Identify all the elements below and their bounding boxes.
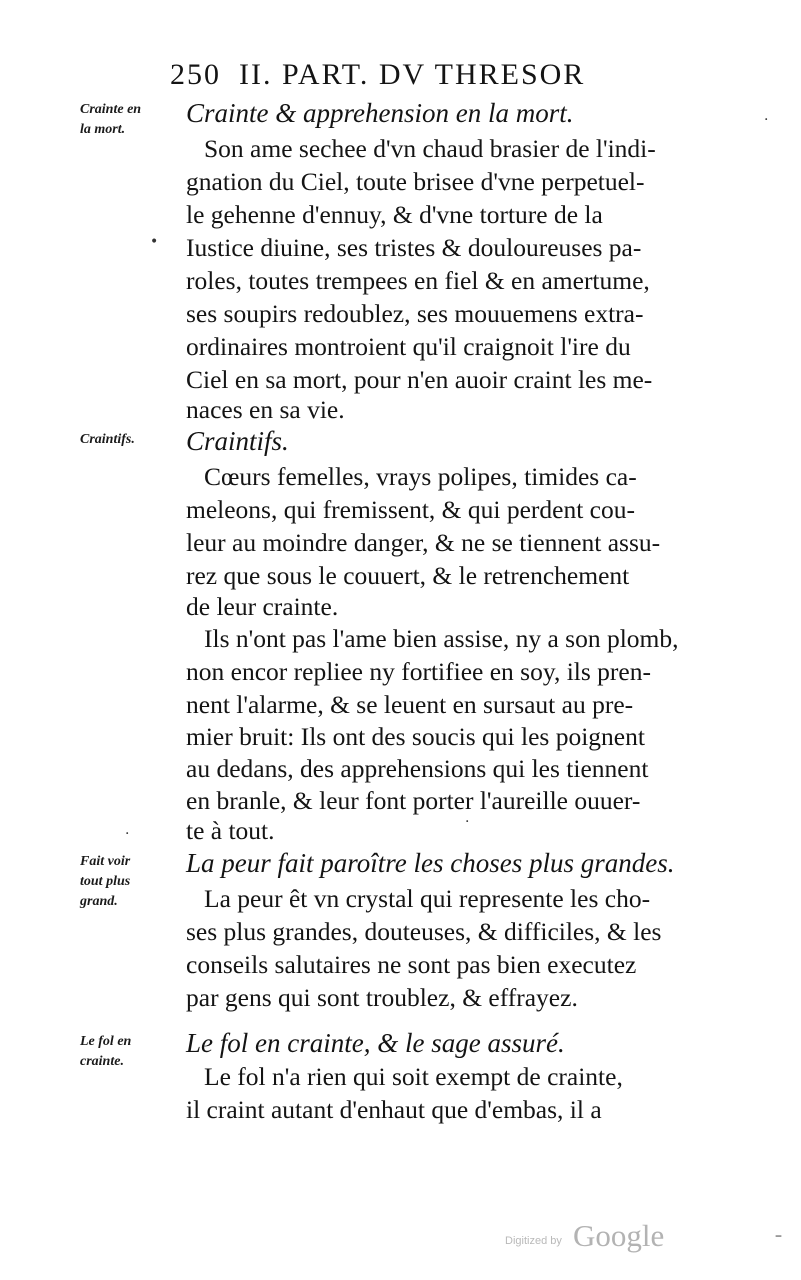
text-line: en branle, & leur font porter l'aureille ouuer-	[186, 786, 641, 815]
text-line: mier bruit: Ils ont des soucis qui les poignent	[186, 722, 645, 751]
text-line: Son ame sechee d'vn chaud brasier de l'indi-	[204, 134, 656, 163]
section-heading: La peur fait paroître les choses plus grandes.	[186, 848, 675, 878]
ink-speck: ·	[125, 826, 130, 842]
margin-note-le-fol	[80, 1032, 172, 1072]
text-line: meleons, qui fremissent, & qui perdent cou-	[186, 495, 635, 524]
margin-note-line: Fait voir	[80, 854, 131, 869]
text-line: La peur êt vn crystal qui represente les cho-	[204, 884, 651, 913]
watermark-digitized-by: Digitized by	[505, 1235, 562, 1247]
text-line: de leur crainte.	[186, 592, 339, 621]
text-line: Ils n'ont pas l'ame bien assise, ny a son plomb,	[204, 624, 679, 653]
ink-speck: ·	[465, 814, 470, 830]
page-number: 250	[170, 58, 221, 91]
text-line: le gehenne d'ennuy, & d'vne torture de la	[186, 200, 603, 229]
margin-note-crainte	[80, 100, 172, 140]
section-heading: Crainte & apprehension en la mort.	[186, 98, 574, 128]
running-head	[170, 58, 650, 96]
section-heading: Craintifs.	[186, 426, 289, 456]
text-line: Le fol n'a rien qui soit exempt de crainte,	[204, 1062, 623, 1091]
text-line: ses plus grandes, douteuses, & difficiles, & les	[186, 917, 662, 946]
ink-speck: –	[775, 1228, 782, 1244]
text-line: Cœurs femelles, vrays polipes, timides ca-	[204, 462, 637, 491]
text-line: leur au moindre danger, & ne se tiennent assu-	[186, 528, 661, 557]
text-line: non encor repliee ny fortifiee en soy, ils pren-	[186, 657, 651, 686]
text-line: naces en sa vie.	[186, 395, 345, 424]
ink-speck: ·	[764, 112, 769, 128]
text-line: gnation du Ciel, toute brisee d'vne perpetuel-	[186, 167, 645, 196]
text-line: nent l'alarme, & se leuent en sursaut au pre-	[186, 690, 634, 719]
text-line: conseils salutaires ne sont pas bien executez	[186, 950, 637, 979]
margin-note-line: Craintifs.	[80, 432, 135, 447]
margin-note-fait-voir	[80, 852, 172, 912]
margin-note-line: crainte.	[80, 1054, 124, 1069]
text-line: il craint autant d'enhaut que d'embas, il a	[186, 1095, 602, 1124]
ink-speck: •	[150, 234, 159, 250]
margin-note-line: grand.	[80, 894, 118, 909]
margin-note-line: Le fol en	[80, 1034, 132, 1049]
margin-note-line: la mort.	[80, 122, 126, 137]
text-line: te à tout.	[186, 816, 275, 845]
text-line: ses soupirs redoublez, ses mouuemens extra-	[186, 299, 644, 328]
text-line: roles, toutes trempees en fiel & en amertume,	[186, 266, 650, 295]
google-watermark	[505, 1218, 675, 1258]
text-line: par gens qui sont troublez, & effrayez.	[186, 983, 578, 1012]
watermark-google-logo: Google	[573, 1218, 665, 1253]
text-line: Iustice diuine, ses tristes & douloureuses pa-	[186, 233, 642, 262]
text-line: au dedans, des apprehensions qui les tiennent	[186, 754, 649, 783]
text-line: ordinaires montroient qu'il craignoit l'ire du	[186, 332, 631, 361]
running-title: II. PART. DV THRESOR	[239, 58, 586, 91]
margin-note-craintifs	[80, 430, 172, 450]
text-line: Ciel en sa mort, pour n'en auoir craint les me-	[186, 365, 653, 394]
section-heading: Le fol en crainte, & le sage assuré.	[186, 1028, 565, 1058]
text-line: rez que sous le couuert, & le retrenchement	[186, 561, 630, 590]
margin-note-line: tout plus	[80, 874, 131, 889]
margin-note-line: Crainte en	[80, 102, 142, 117]
